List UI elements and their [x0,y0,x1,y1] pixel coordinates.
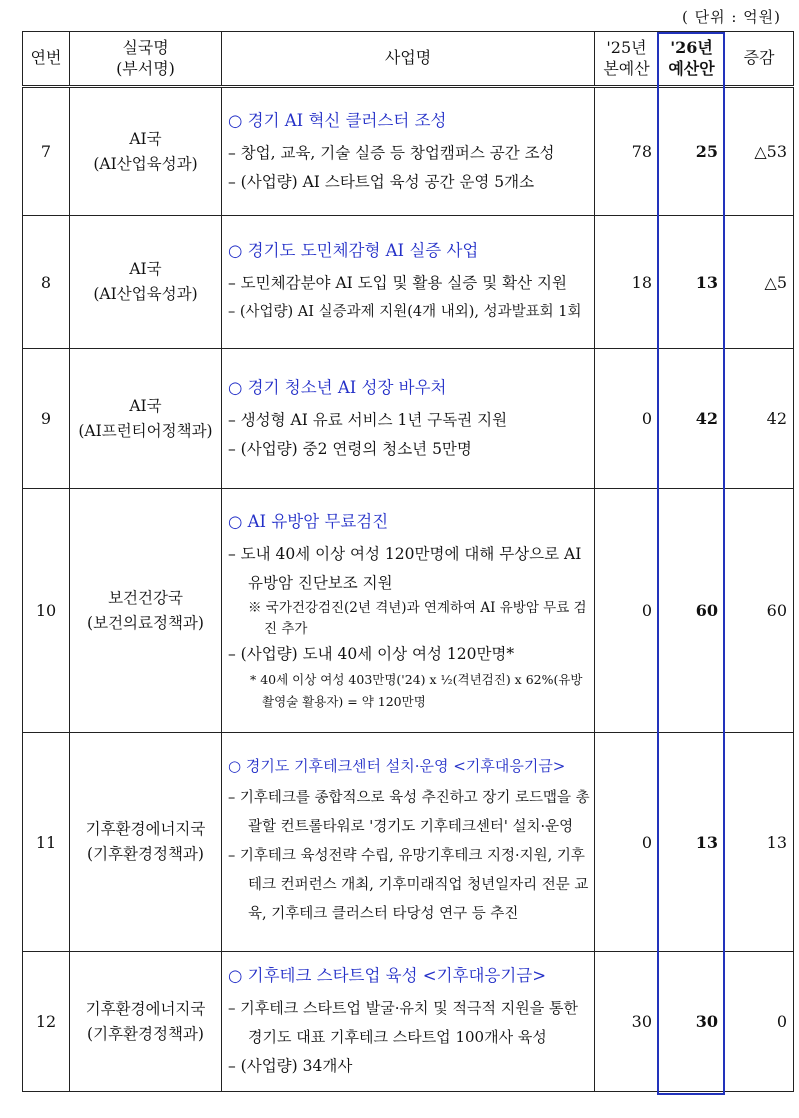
table-header-row [23,32,794,87]
dept-sub: (보건의료정책과) [87,613,204,632]
dept-name: 보건건강국 [108,588,183,607]
project-line: – (사업량) AI 스타트업 육성 공간 운영 5개소 [228,172,535,191]
project-title: ○ 경기 청소년 AI 성장 바우처 [228,377,447,397]
row-dept [70,216,222,349]
project-note: ※ 국가건강검진(2년 격년)과 연계하여 AI 유방암 무료 검진 추가 [248,600,587,637]
header-budget-26 [659,32,725,87]
header-project: 사업명 [222,32,595,87]
table-row [23,87,794,216]
row-no: 10 [23,489,70,733]
project-line: – 기후테크를 종합적으로 육성 추진하고 장기 로드맵을 총괄할 컨트롤타워로 '경기도 기후테크센터' 설치·운영 [228,790,590,835]
row-no: 9 [23,349,70,489]
header-b25-bottom: 본예산 [603,58,650,78]
row-budget-25: 78 [595,87,659,216]
dept-sub: (AI산업육성과) [93,285,198,303]
row-budget-25: 0 [595,489,659,733]
row-project [222,349,595,489]
project-line: – (사업량) 중2 연령의 청소년 5만명 [228,439,472,458]
row-budget-25: 30 [595,952,659,1092]
row-dept [70,349,222,489]
row-budget-26: 30 [659,952,725,1092]
row-dept [70,733,222,952]
row-no: 8 [23,216,70,349]
dept-name: AI국 [129,260,162,279]
table-row [23,216,794,349]
row-change: 60 [725,489,794,733]
project-line: – 도민체감분야 AI 도입 및 활용 실증 및 확산 지원 [228,274,567,292]
row-dept [70,489,222,733]
row-project [222,489,595,733]
project-line: – 기후테크 스타트업 발굴·유치 및 적극적 지원을 통한 경기도 대표 기후테크 스타트업 100개사 육성 [228,999,578,1046]
row-project [222,952,595,1092]
project-title: ○ 경기도 도민체감형 AI 실증 사업 [228,241,479,260]
header-dept [70,32,222,87]
dept-sub: (기후환경정책과) [87,1024,204,1043]
project-line: – 기후테크 육성전략 수립, 유망기후테크 지정·지원, 기후테크 컨퍼런스 개최, 기후미래직업 청년일자리 전문 교육, 기후테크 클러스터 타당성 연구 등 추진 [228,848,589,922]
project-line: – 도내 40세 이상 여성 120만명에 대해 무상으로 AI 유방암 진단보조 지원 [228,545,582,592]
row-project [222,216,595,349]
project-line: – 창업, 교육, 기술 실증 등 창업캠퍼스 공간 조성 [228,143,555,162]
dept-sub: (기후환경정책과) [87,845,204,863]
row-no: 11 [23,733,70,952]
project-title: ○ 기후테크 스타트업 육성 <기후대응기금> [228,966,547,985]
row-change: 13 [725,733,794,952]
row-dept [70,87,222,216]
unit-label: ( 단위 : 억원) [681,8,781,26]
dept-name: 기후환경에너지국 [85,999,206,1018]
project-line: – (사업량) 34개사 [228,1057,353,1075]
dept-name: 기후환경에너지국 [85,820,206,839]
project-title: ○ 경기 AI 혁신 클러스터 조성 [228,110,447,130]
header-change: 증감 [725,32,794,87]
table-row [23,489,794,733]
row-budget-26: 13 [659,216,725,349]
header-dept-top: 실국명 [122,37,169,57]
header-no: 연번 [23,32,70,87]
header-dept-bottom: (부서명) [116,58,175,78]
row-dept [70,952,222,1092]
header-b26-bottom: 예산안 [668,58,715,78]
row-no: 12 [23,952,70,1092]
project-footnote: * 40세 이상 여성 403만명('24) x ½(격년검진) x 62%(유방촬영술 활용자) = 약 120만명 [250,672,583,709]
row-budget-25: 0 [595,349,659,489]
dept-name: AI국 [129,396,162,415]
row-budget-26: 25 [659,87,725,216]
dept-sub: (AI산업육성과) [93,154,198,173]
row-change: △53 [725,87,794,216]
project-line: – (사업량) AI 실증과제 지원(4개 내외), 성과발표회 1회 [228,304,582,320]
table-row [23,952,794,1092]
row-no: 7 [23,87,70,216]
row-budget-26: 13 [659,733,725,952]
dept-name: AI국 [129,129,162,148]
row-budget-26: 60 [659,489,725,733]
table-row [23,733,794,952]
row-change: 0 [725,952,794,1092]
row-project [222,87,595,216]
project-line: – (사업량) 도내 40세 이상 여성 120만명* [228,645,515,663]
row-budget-25: 0 [595,733,659,952]
budget-table [22,31,794,1092]
project-title: ○ AI 유방암 무료검진 [228,512,389,531]
row-budget-26: 42 [659,349,725,489]
project-title: ○ 경기도 기후테크센터 설치·운영 <기후대응기금> [228,757,566,775]
row-budget-25: 18 [595,216,659,349]
header-b25-top: '25년 [606,37,647,57]
dept-sub: (AI프런티어정책과) [78,421,213,440]
table-row [23,349,794,489]
header-budget-25 [595,32,659,87]
row-change: △5 [725,216,794,349]
row-project [222,733,595,952]
project-line: – 생성형 AI 유료 서비스 1년 구독권 지원 [228,410,508,429]
row-change: 42 [725,349,794,489]
header-b26-top: '26년 [670,37,713,57]
